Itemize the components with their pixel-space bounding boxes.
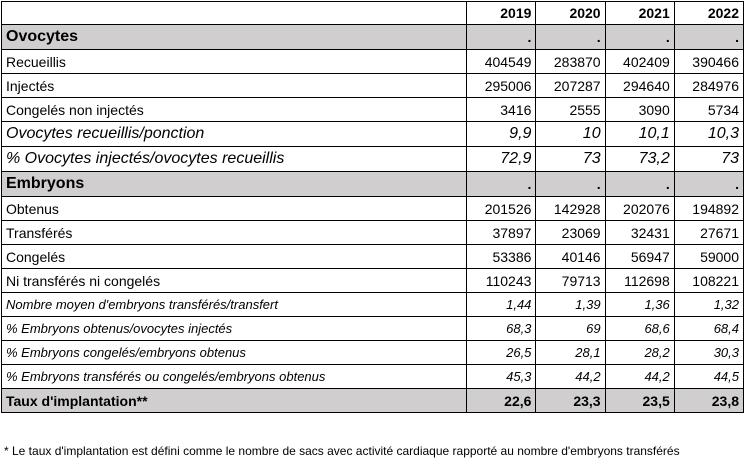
section-header-ovocytes — [2, 25, 744, 50]
cell-value: 40146 — [536, 245, 605, 269]
cell-value: 68,4 — [674, 317, 743, 341]
cell-value: 3416 — [467, 98, 536, 122]
section-title: Ovocytes — [2, 25, 467, 50]
section-dot: . — [536, 172, 605, 197]
section-dot: . — [467, 25, 536, 50]
cell-value: 295006 — [467, 74, 536, 98]
table-row — [2, 341, 744, 365]
section-dot: . — [674, 172, 743, 197]
cell-value: 5734 — [674, 98, 743, 122]
cell-value: 1,36 — [605, 293, 674, 317]
cell-value: 69 — [536, 317, 605, 341]
section-dot: . — [605, 172, 674, 197]
implantation-rate-row — [2, 389, 744, 413]
year-header-row — [2, 2, 744, 25]
cell-value: 207287 — [536, 74, 605, 98]
cell-value: 402409 — [605, 50, 674, 74]
row-label: % Embryons obtenus/ovocytes injectés — [2, 317, 467, 341]
row-label: Congelés non injectés — [2, 98, 467, 122]
cell-value: 1,44 — [467, 293, 536, 317]
cell-value: 2555 — [536, 98, 605, 122]
cell-value: 73 — [674, 147, 743, 172]
table-row — [2, 269, 744, 293]
row-label: Ovocytes recueillis/ponction — [2, 122, 467, 147]
year-header: 2021 — [605, 2, 674, 25]
cell-value: 44,2 — [536, 365, 605, 389]
table-row — [2, 50, 744, 74]
cell-value: 390466 — [674, 50, 743, 74]
cell-value: 32431 — [605, 221, 674, 245]
row-label: Injectés — [2, 74, 467, 98]
row-label: Congelés — [2, 245, 467, 269]
cell-value: 53386 — [467, 245, 536, 269]
table-row — [2, 365, 744, 389]
section-header-embryons — [2, 172, 744, 197]
cell-value: 9,9 — [467, 122, 536, 147]
cell-value: 112698 — [605, 269, 674, 293]
row-label: Recueillis — [2, 50, 467, 74]
cell-value: 44,2 — [605, 365, 674, 389]
cell-value: 28,1 — [536, 341, 605, 365]
section-title: Embryons — [2, 172, 467, 197]
table-row — [2, 221, 744, 245]
cell-value: 26,5 — [467, 341, 536, 365]
cell-value: 28,2 — [605, 341, 674, 365]
cell-value: 142928 — [536, 197, 605, 221]
cell-value: 59000 — [674, 245, 743, 269]
table-row — [2, 147, 744, 172]
cell-value: 10,1 — [605, 122, 674, 147]
cell-value: 56947 — [605, 245, 674, 269]
table-row — [2, 317, 744, 341]
year-header: 2019 — [467, 2, 536, 25]
cell-value: 10,3 — [674, 122, 743, 147]
table-row — [2, 122, 744, 147]
cell-value: 201526 — [467, 197, 536, 221]
row-label: Obtenus — [2, 197, 467, 221]
cell-value: 73 — [536, 147, 605, 172]
cell-value: 194892 — [674, 197, 743, 221]
table-row — [2, 293, 744, 317]
table-row — [2, 98, 744, 122]
cell-value: 23,3 — [536, 389, 605, 413]
cell-value: 294640 — [605, 74, 674, 98]
cell-value: 10 — [536, 122, 605, 147]
cell-value: 284976 — [674, 74, 743, 98]
row-label: Transférés — [2, 221, 467, 245]
statistics-table — [1, 1, 744, 413]
cell-value: 68,3 — [467, 317, 536, 341]
table-row — [2, 197, 744, 221]
cell-value: 30,3 — [674, 341, 743, 365]
table-row — [2, 245, 744, 269]
year-header: 2020 — [536, 2, 605, 25]
cell-value: 1,39 — [536, 293, 605, 317]
section-dot: . — [674, 25, 743, 50]
cell-value: 22,6 — [467, 389, 536, 413]
section-dot: . — [536, 25, 605, 50]
row-label: % Embryons congelés/embryons obtenus — [2, 341, 467, 365]
cell-value: 23069 — [536, 221, 605, 245]
cell-value: 23,8 — [674, 389, 743, 413]
row-label: Nombre moyen d'embryons transférés/transfert — [2, 293, 467, 317]
cell-value: 202076 — [605, 197, 674, 221]
cell-value: 45,3 — [467, 365, 536, 389]
cell-value: 37897 — [467, 221, 536, 245]
row-label: % Ovocytes injectés/ovocytes recueillis — [2, 147, 467, 172]
cell-value: 283870 — [536, 50, 605, 74]
row-label: Taux d'implantation** — [2, 389, 467, 413]
cell-value: 68,6 — [605, 317, 674, 341]
cell-value: 27671 — [674, 221, 743, 245]
table-row — [2, 74, 744, 98]
cell-value: 1,32 — [674, 293, 743, 317]
section-dot: . — [605, 25, 674, 50]
cell-value: 72,9 — [467, 147, 536, 172]
row-label: Ni transférés ni congelés — [2, 269, 467, 293]
cell-value: 44,5 — [674, 365, 743, 389]
cell-value: 23,5 — [605, 389, 674, 413]
section-dot: . — [467, 172, 536, 197]
cell-value: 108221 — [674, 269, 743, 293]
cell-value: 3090 — [605, 98, 674, 122]
cell-value: 73,2 — [605, 147, 674, 172]
footnote: * Le taux d'implantation est défini comme le nombre de sacs avec activité cardiaque rapporté au nombre d'embryons transférés — [4, 444, 680, 458]
cell-value: 404549 — [467, 50, 536, 74]
corner-cell — [2, 2, 467, 25]
cell-value: 110243 — [467, 269, 536, 293]
row-label: % Embryons transférés ou congelés/embryons obtenus — [2, 365, 467, 389]
year-header: 2022 — [674, 2, 743, 25]
cell-value: 79713 — [536, 269, 605, 293]
